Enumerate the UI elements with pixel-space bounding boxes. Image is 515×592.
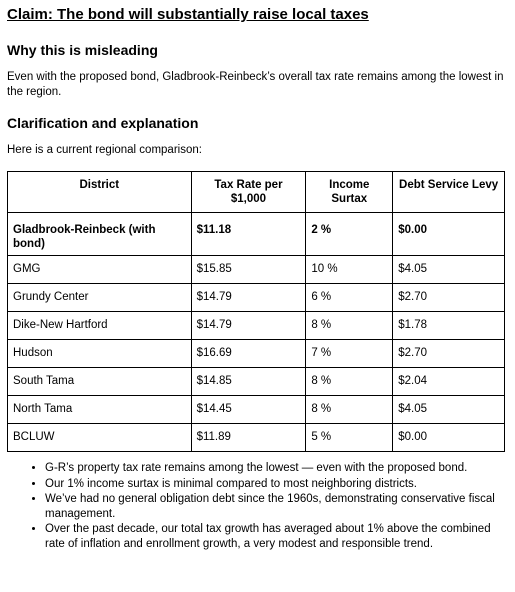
bullet-item: • We’ve had no general obligation debt since the 1960s, demonstrating conservative fiscal management. (45, 492, 507, 521)
cell-debt-service-levy: $2.04 (393, 368, 505, 396)
bullet-item: • G-R’s property tax rate remains among the lowest — even with the proposed bond. (45, 461, 507, 476)
header-district: District (8, 172, 192, 213)
cell-income-surtax: 5 % (306, 424, 393, 452)
table-row (8, 368, 505, 396)
cell-income-surtax: 7 % (306, 340, 393, 368)
cell-income-surtax: 8 % (306, 396, 393, 424)
comparison-intro: Here is a current regional comparison: (7, 144, 202, 156)
header-income-surtax: Income Surtax (306, 172, 393, 213)
cell-tax-rate: $14.79 (191, 312, 306, 340)
bullet-item: • Our 1% income surtax is minimal compared to most neighboring districts. (45, 477, 507, 492)
table-row (8, 256, 505, 284)
cell-tax-rate: $16.69 (191, 340, 306, 368)
cell-income-surtax: 6 % (306, 284, 393, 312)
claim-title: Claim: The bond will substantially raise local taxes (7, 6, 369, 23)
cell-district: South Tama (8, 368, 192, 396)
regional-comparison-table (7, 171, 505, 452)
cell-district: North Tama (8, 396, 192, 424)
cell-district: Grundy Center (8, 284, 192, 312)
table-row (8, 340, 505, 368)
section-heading-misleading: Why this is misleading (7, 42, 158, 58)
cell-tax-rate: $14.45 (191, 396, 306, 424)
cell-district: BCLUW (8, 424, 192, 452)
cell-income-surtax: 2 % (306, 213, 393, 256)
cell-district: Hudson (8, 340, 192, 368)
summary-bullet-list (7, 461, 507, 551)
cell-district: GMG (8, 256, 192, 284)
header-debt-service-levy: Debt Service Levy (393, 172, 505, 213)
cell-debt-service-levy: $1.78 (393, 312, 505, 340)
cell-debt-service-levy: $2.70 (393, 340, 505, 368)
cell-income-surtax: 10 % (306, 256, 393, 284)
table-row (8, 396, 505, 424)
table-row (8, 213, 505, 256)
cell-district: Gladbrook-Reinbeck (with bond) (8, 213, 192, 256)
cell-debt-service-levy: $2.70 (393, 284, 505, 312)
table-row (8, 284, 505, 312)
cell-tax-rate: $14.79 (191, 284, 306, 312)
bullet-item: • Over the past decade, our total tax growth has averaged about 1% above the combined rate of inflation and enrollment growth, a very modest and responsible trend. (45, 522, 507, 551)
misleading-paragraph: Even with the proposed bond, Gladbrook-Reinbeck’s overall tax rate remains among the lowest in the region. (7, 71, 504, 98)
document (7, 5, 507, 552)
cell-tax-rate: $14.85 (191, 368, 306, 396)
table-header-row (8, 172, 505, 213)
cell-district: Dike-New Hartford (8, 312, 192, 340)
cell-tax-rate: $11.89 (191, 424, 306, 452)
cell-debt-service-levy: $4.05 (393, 256, 505, 284)
cell-debt-service-levy: $0.00 (393, 213, 505, 256)
header-tax-rate: Tax Rate per $1,000 (191, 172, 306, 213)
cell-tax-rate: $15.85 (191, 256, 306, 284)
section-heading-clarification: Clarification and explanation (7, 115, 199, 131)
cell-debt-service-levy: $4.05 (393, 396, 505, 424)
table-row (8, 424, 505, 452)
cell-debt-service-levy: $0.00 (393, 424, 505, 452)
table-row (8, 312, 505, 340)
cell-income-surtax: 8 % (306, 312, 393, 340)
cell-tax-rate: $11.18 (191, 213, 306, 256)
cell-income-surtax: 8 % (306, 368, 393, 396)
